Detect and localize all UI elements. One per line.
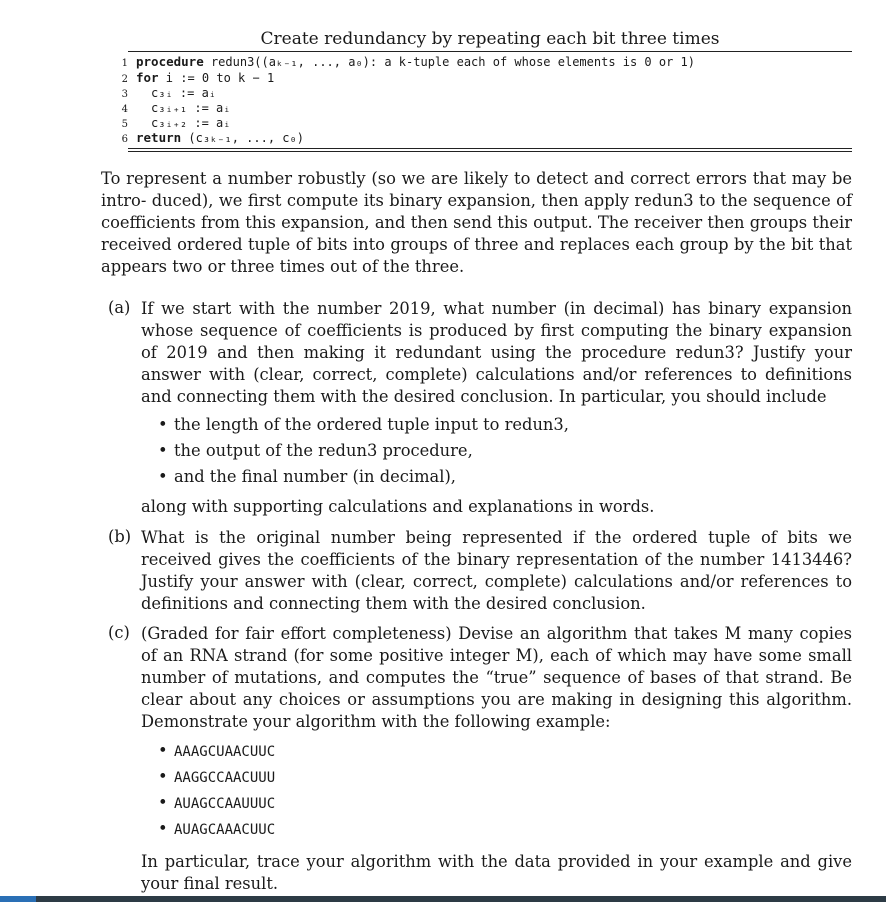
- line-number: 6: [121, 134, 128, 145]
- algorithm-keyword: for: [136, 70, 159, 85]
- algorithm-statement: redun3((aₖ₋₁, ..., a₀): a k-tuple each of whose elements is 0 or 1): [203, 55, 696, 69]
- line-number: 5: [121, 119, 128, 130]
- algorithm-line: [108, 100, 230, 115]
- part-a-bullet-2: • the output of the redun3 procedure,: [158, 441, 473, 460]
- bottom-bar-accent: [0, 896, 36, 902]
- bullet-icon: •: [158, 415, 168, 434]
- algorithm-keyword: procedure: [136, 54, 204, 69]
- algorithm-line: [108, 115, 230, 130]
- part-c-after: In particular, trace your algorithm with the data provided in your example and give your final result.: [141, 852, 852, 893]
- part-a-after: along with supporting calculations and explanations in words.: [141, 497, 655, 516]
- bullet-icon: •: [158, 793, 168, 812]
- algorithm-line: [108, 70, 274, 85]
- bullet-icon: •: [158, 741, 168, 760]
- bullet-icon: •: [158, 467, 168, 486]
- line-number: 4: [121, 104, 128, 115]
- bottom-bar: [0, 896, 886, 902]
- algorithm-statement: c₃ᵢ₊₁ := aᵢ: [151, 101, 231, 115]
- rna-strand-3: • AUAGCCAAUUUC: [158, 793, 276, 812]
- algorithm-statement: c₃ᵢ₊₂ := aᵢ: [151, 116, 231, 130]
- algorithm-statement: (c₃ₖ₋₁, ..., c₀): [181, 131, 304, 145]
- part-a-bullet-3: • and the final number (in decimal),: [158, 467, 456, 486]
- line-number: 2: [121, 74, 128, 85]
- part-a-label: (a): [108, 298, 131, 317]
- bullet-icon: •: [158, 441, 168, 460]
- algorithm-statement: i := 0 to k − 1: [158, 71, 275, 85]
- algorithm-keyword: return: [136, 130, 182, 145]
- algorithm-line: [108, 130, 304, 145]
- part-a-bullet-1: • the length of the ordered tuple input to redun3,: [158, 415, 569, 434]
- bullet-icon: •: [158, 767, 168, 786]
- algorithm-bottom-rule-2: [128, 151, 852, 152]
- part-c-label: (c): [108, 623, 130, 642]
- part-b-label: (b): [108, 527, 132, 546]
- bullet-icon: •: [158, 819, 168, 838]
- algorithm-line: [108, 85, 216, 100]
- intro-paragraph: To represent a number robustly (so we are likely to detect and correct errors that may be intro- duced), we first compute its binary expansion, then apply redun3 to the sequence of coefficients from this expansion, and then send this output. The receiver then groups their received ordered tuple of bits into groups of three and replaces each group by the bit that appears two or three times out of the three.: [101, 169, 852, 276]
- line-number: 3: [121, 89, 128, 100]
- part-c-text: (Graded for fair effort completeness) Devise an algorithm that takes M many copies of an RNA strand (for some positive integer M), each of which may have some small number of mutations, and computes the “true” sequence of bases of that strand. Be clear about any choices or assumptions you are making in designing this algorithm. Demonstrate your algorithm with the following example:: [141, 624, 852, 731]
- algorithm-statement: c₃ᵢ := aᵢ: [151, 86, 217, 100]
- algorithm-bottom-rule: [128, 148, 852, 149]
- rna-strand-1: • AAAGCUAACUUC: [158, 741, 276, 760]
- line-number: 1: [121, 58, 128, 69]
- algorithm-top-rule: [128, 51, 852, 52]
- part-a-text: If we start with the number 2019, what number (in decimal) has binary expansion whose sequence of coefficients is produced by first computing the binary expansion of 2019 and then making it redundant using the procedure redun3? Justify your answer with (clear, correct, complete) calculations and/or references to definitions and connecting them with the desired conclusion. In particular, you should include: [141, 299, 852, 406]
- algorithm-line: [108, 54, 695, 69]
- rna-strand-2: • AAGGCCAACUUU: [158, 767, 276, 786]
- algorithm-title: Create redundancy by repeating each bit three times: [260, 29, 720, 49]
- rna-strand-4: • AUAGCAAACUUC: [158, 819, 276, 838]
- part-b-text: What is the original number being represented if the ordered tuple of bits we received gives the coefficients of the binary representation of the number 1413446? Justify your answer with (clear, correct, complete) calculations and/or references to definitions and connecting them with the desired conclusion.: [141, 528, 852, 613]
